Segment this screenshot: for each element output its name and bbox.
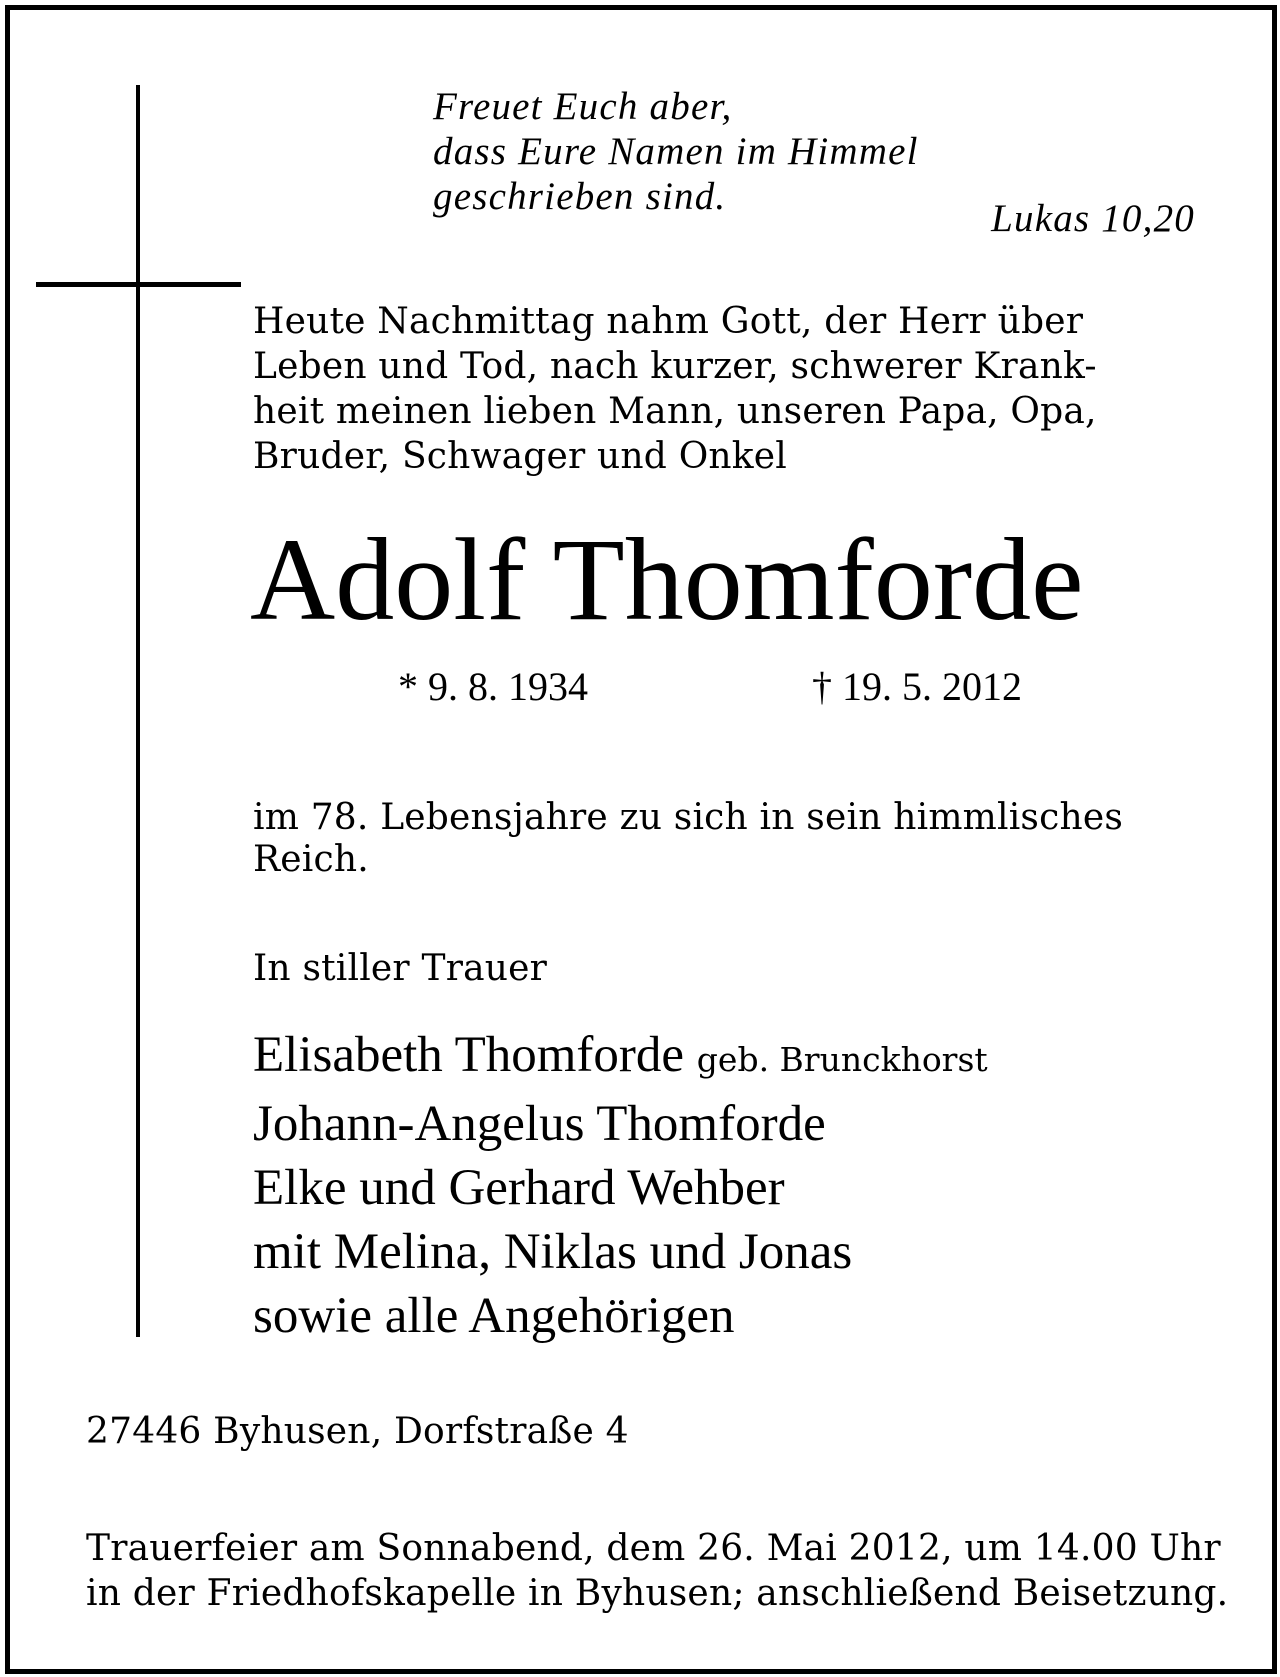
address: 27446 Byhusen, Dorfstraße 4 [86,1411,629,1452]
age-line: Reich. [253,839,369,880]
funeral-info [86,1526,1228,1616]
intro-line: Leben und Tod, nach kurzer, schwerer Krank- [253,346,1097,387]
verse-line: dass Eure Namen im Himmel [433,130,919,173]
family-member: mit Melina, Niklas und Jonas [253,1224,853,1280]
family-member [253,1023,988,1092]
intro-text [253,299,1097,479]
family-member: Elke und Gerhard Wehber [253,1160,785,1216]
family-list [253,1023,988,1348]
maiden-name: geb. Brunckhorst [696,1040,988,1079]
family-member: sowie alle Angehörigen [253,1288,735,1344]
intro-line: heit meinen lieben Mann, unseren Papa, Opa, [253,391,1097,432]
bible-verse [433,84,919,219]
verse-line: Freuet Euch aber, [433,85,733,128]
deceased-name: Adolf Thomforde [250,514,1084,645]
age-line: im 78. Lebensjahre zu sich in sein himmlisches [253,797,1124,838]
death-date: † 19. 5. 2012 [812,664,1022,709]
age-text [253,797,1123,881]
intro-line: Bruder, Schwager und Onkel [253,436,788,477]
birth-date: * 9. 8. 1934 [398,664,588,709]
funeral-line: in der Friedhofskapelle in Byhusen; anschließend Beisetzung. [86,1573,1229,1614]
funeral-line: Trauerfeier am Sonnabend, dem 26. Mai 2012, um 14.00 Uhr [86,1528,1221,1569]
family-member: Johann-Angelus Thomforde [253,1096,826,1152]
family-member-name: Elisabeth Thomforde [253,1027,685,1083]
verse-reference: Lukas 10,20 [991,197,1195,240]
verse-line: geschrieben sind. [433,175,727,218]
intro-line: Heute Nachmittag nahm Gott, der Herr über [253,301,1084,342]
cross-horizontal-beam [36,282,241,287]
mourning-label: In stiller Trauer [253,948,548,989]
cross-vertical-beam [136,85,140,1337]
